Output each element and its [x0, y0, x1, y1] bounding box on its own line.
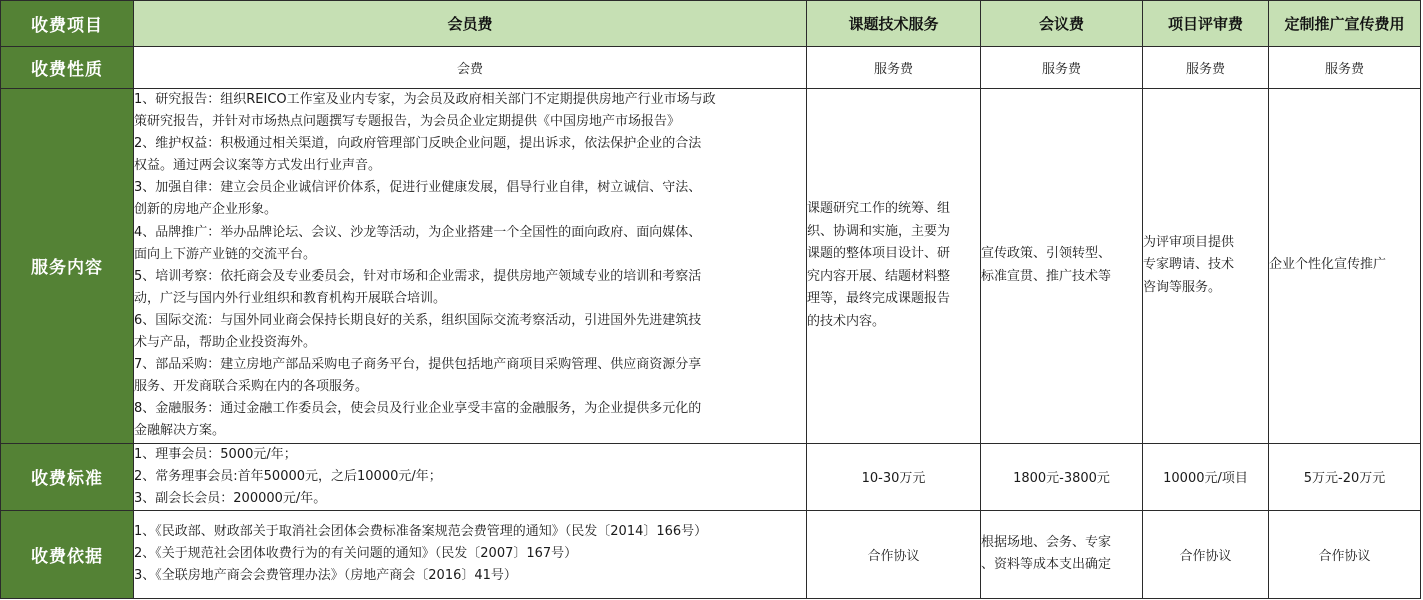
- nature-meeting: 服务费: [981, 47, 1143, 89]
- content-line: 创新的房地产企业形象。: [134, 202, 278, 218]
- basis-line: 3、《全联房地产商会会费管理办法》（房地产商会〔2016〕41号）: [134, 568, 517, 584]
- content-line: 4、品牌推广：举办品牌论坛、会议、沙龙等活动，为企业搭建一个全国性的面向政府、面向媒体、: [134, 224, 702, 240]
- basis-review: 合作协议: [1143, 510, 1269, 598]
- row-label-item: 收费项目: [1, 1, 134, 47]
- standard-line: 1、理事会员：5000元/年；: [134, 446, 297, 462]
- content-line: 咨询等服务。: [1143, 280, 1222, 296]
- content-line: 1、研究报告：组织REICO工作室及业内专家，为会员及政府相关部门不定期提供房地产行业市场与政: [134, 92, 716, 107]
- nature-promotion: 服务费: [1269, 47, 1421, 89]
- basis-research: 合作协议: [807, 510, 981, 598]
- nature-research: 服务费: [807, 47, 981, 89]
- basis-line: 2、《关于规范社会团体收费行为的有关问题的通知》（民发〔2007〕167号）: [134, 546, 578, 562]
- content-line: 2、维护权益：积极通过相关渠道，向政府管理部门反映企业问题，提出诉求，依法保护企业的合法: [134, 136, 702, 152]
- row-label-nature: 收费性质: [1, 47, 134, 89]
- content-row: [1, 89, 1421, 444]
- content-line: 面向上下游产业链的交流平台。: [134, 246, 317, 262]
- content-line: 5、培训考察：依托商会及专业委员会，针对市场和企业需求，提供房地产领域专业的培训和考察活: [134, 268, 702, 284]
- standard-meeting: 1800元-3800元: [981, 443, 1143, 510]
- content-line: 3、加强自律：建立会员企业诚信评价体系，促进行业健康发展，倡导行业自律，树立诚信、守法、: [134, 180, 702, 196]
- content-review: [1143, 89, 1269, 444]
- standard-membership: [134, 443, 807, 510]
- basis-meeting: [981, 510, 1143, 598]
- content-line: 织、协调和实施，主要为: [807, 223, 951, 239]
- content-line: 的技术内容。: [807, 313, 886, 329]
- content-line: 课题研究工作的统筹、组: [807, 200, 951, 216]
- content-line: 课题的整体项目设计、研: [807, 246, 951, 262]
- content-promotion: [1269, 89, 1421, 444]
- header-row: [1, 1, 1421, 47]
- standard-line: 2、常务理事会员:首年50000元，之后10000元/年；: [134, 468, 442, 484]
- basis-row: [1, 510, 1421, 598]
- content-line: 服务、开发商联合采购在内的各项服务。: [134, 379, 369, 395]
- column-header-review: 项目评审费: [1143, 1, 1269, 47]
- content-meeting: [981, 89, 1143, 444]
- content-line: 理等，最终完成课题报告: [807, 291, 951, 307]
- content-membership: [134, 89, 807, 444]
- content-line: 宣传政策、引领转型、: [981, 246, 1112, 262]
- standard-line: 3、副会长会员：200000元/年。: [134, 490, 327, 506]
- standard-row: [1, 443, 1421, 510]
- content-line: 金融解决方案。: [134, 423, 226, 439]
- basis-line: 1、《民政部、财政部关于取消社会团体会费标准备案规范会费管理的通知》（民发〔2014〕166号）: [134, 524, 708, 540]
- standard-promotion: 5万元-20万元: [1269, 443, 1421, 510]
- column-header-promotion: 定制推广宣传费用: [1269, 1, 1421, 47]
- content-line: 专家聘请、技术: [1143, 257, 1235, 273]
- nature-membership: 会费: [134, 47, 807, 89]
- content-research: [807, 89, 981, 444]
- content-line: 7、部品采购：建立房地产部品采购电子商务平台，提供包括地产商项目采购管理、供应商资源分享: [134, 357, 702, 373]
- standard-review: 10000元/项目: [1143, 443, 1269, 510]
- standard-research: 10-30万元: [807, 443, 981, 510]
- nature-review: 服务费: [1143, 47, 1269, 89]
- content-line: 为评审项目提供: [1143, 234, 1235, 250]
- basis-membership: [134, 510, 807, 598]
- nature-row: [1, 47, 1421, 89]
- content-line: 究内容开展、结题材料整: [807, 268, 951, 284]
- column-header-research: 课题技术服务: [807, 1, 981, 47]
- column-header-membership: 会员费: [134, 1, 807, 47]
- basis-line: 根据场地、会务、专家: [981, 534, 1112, 550]
- basis-promotion: 合作协议: [1269, 510, 1421, 598]
- row-label-content: 服务内容: [1, 89, 134, 444]
- basis-line: 、资料等成本支出确定: [981, 557, 1112, 573]
- content-line: 策研究报告，并针对市场热点问题撰写专题报告，为会员企业定期提供《中国房地产市场报告》: [134, 114, 681, 130]
- content-line: 8、金融服务：通过金融工作委员会，使会员及行业企业享受丰富的金融服务，为企业提供多元化的: [134, 401, 702, 417]
- content-line: 动，广泛与国内外行业组织和教育机构开展联合培训。: [134, 290, 447, 306]
- content-line: 企业个性化宣传推广: [1269, 257, 1387, 273]
- content-line: 6、国际交流：与国外同业商会保持长期良好的关系，组织国际交流考察活动，引进国外先进建筑技: [134, 312, 702, 328]
- content-line: 权益。通过两会议案等方式发出行业声音。: [134, 158, 382, 174]
- row-label-standard: 收费标准: [1, 443, 134, 510]
- row-label-basis: 收费依据: [1, 510, 134, 598]
- column-header-meeting: 会议费: [981, 1, 1143, 47]
- content-line: 术与产品，帮助企业投资海外。: [134, 335, 317, 351]
- content-line: 标准宣贯、推广技术等: [981, 268, 1112, 284]
